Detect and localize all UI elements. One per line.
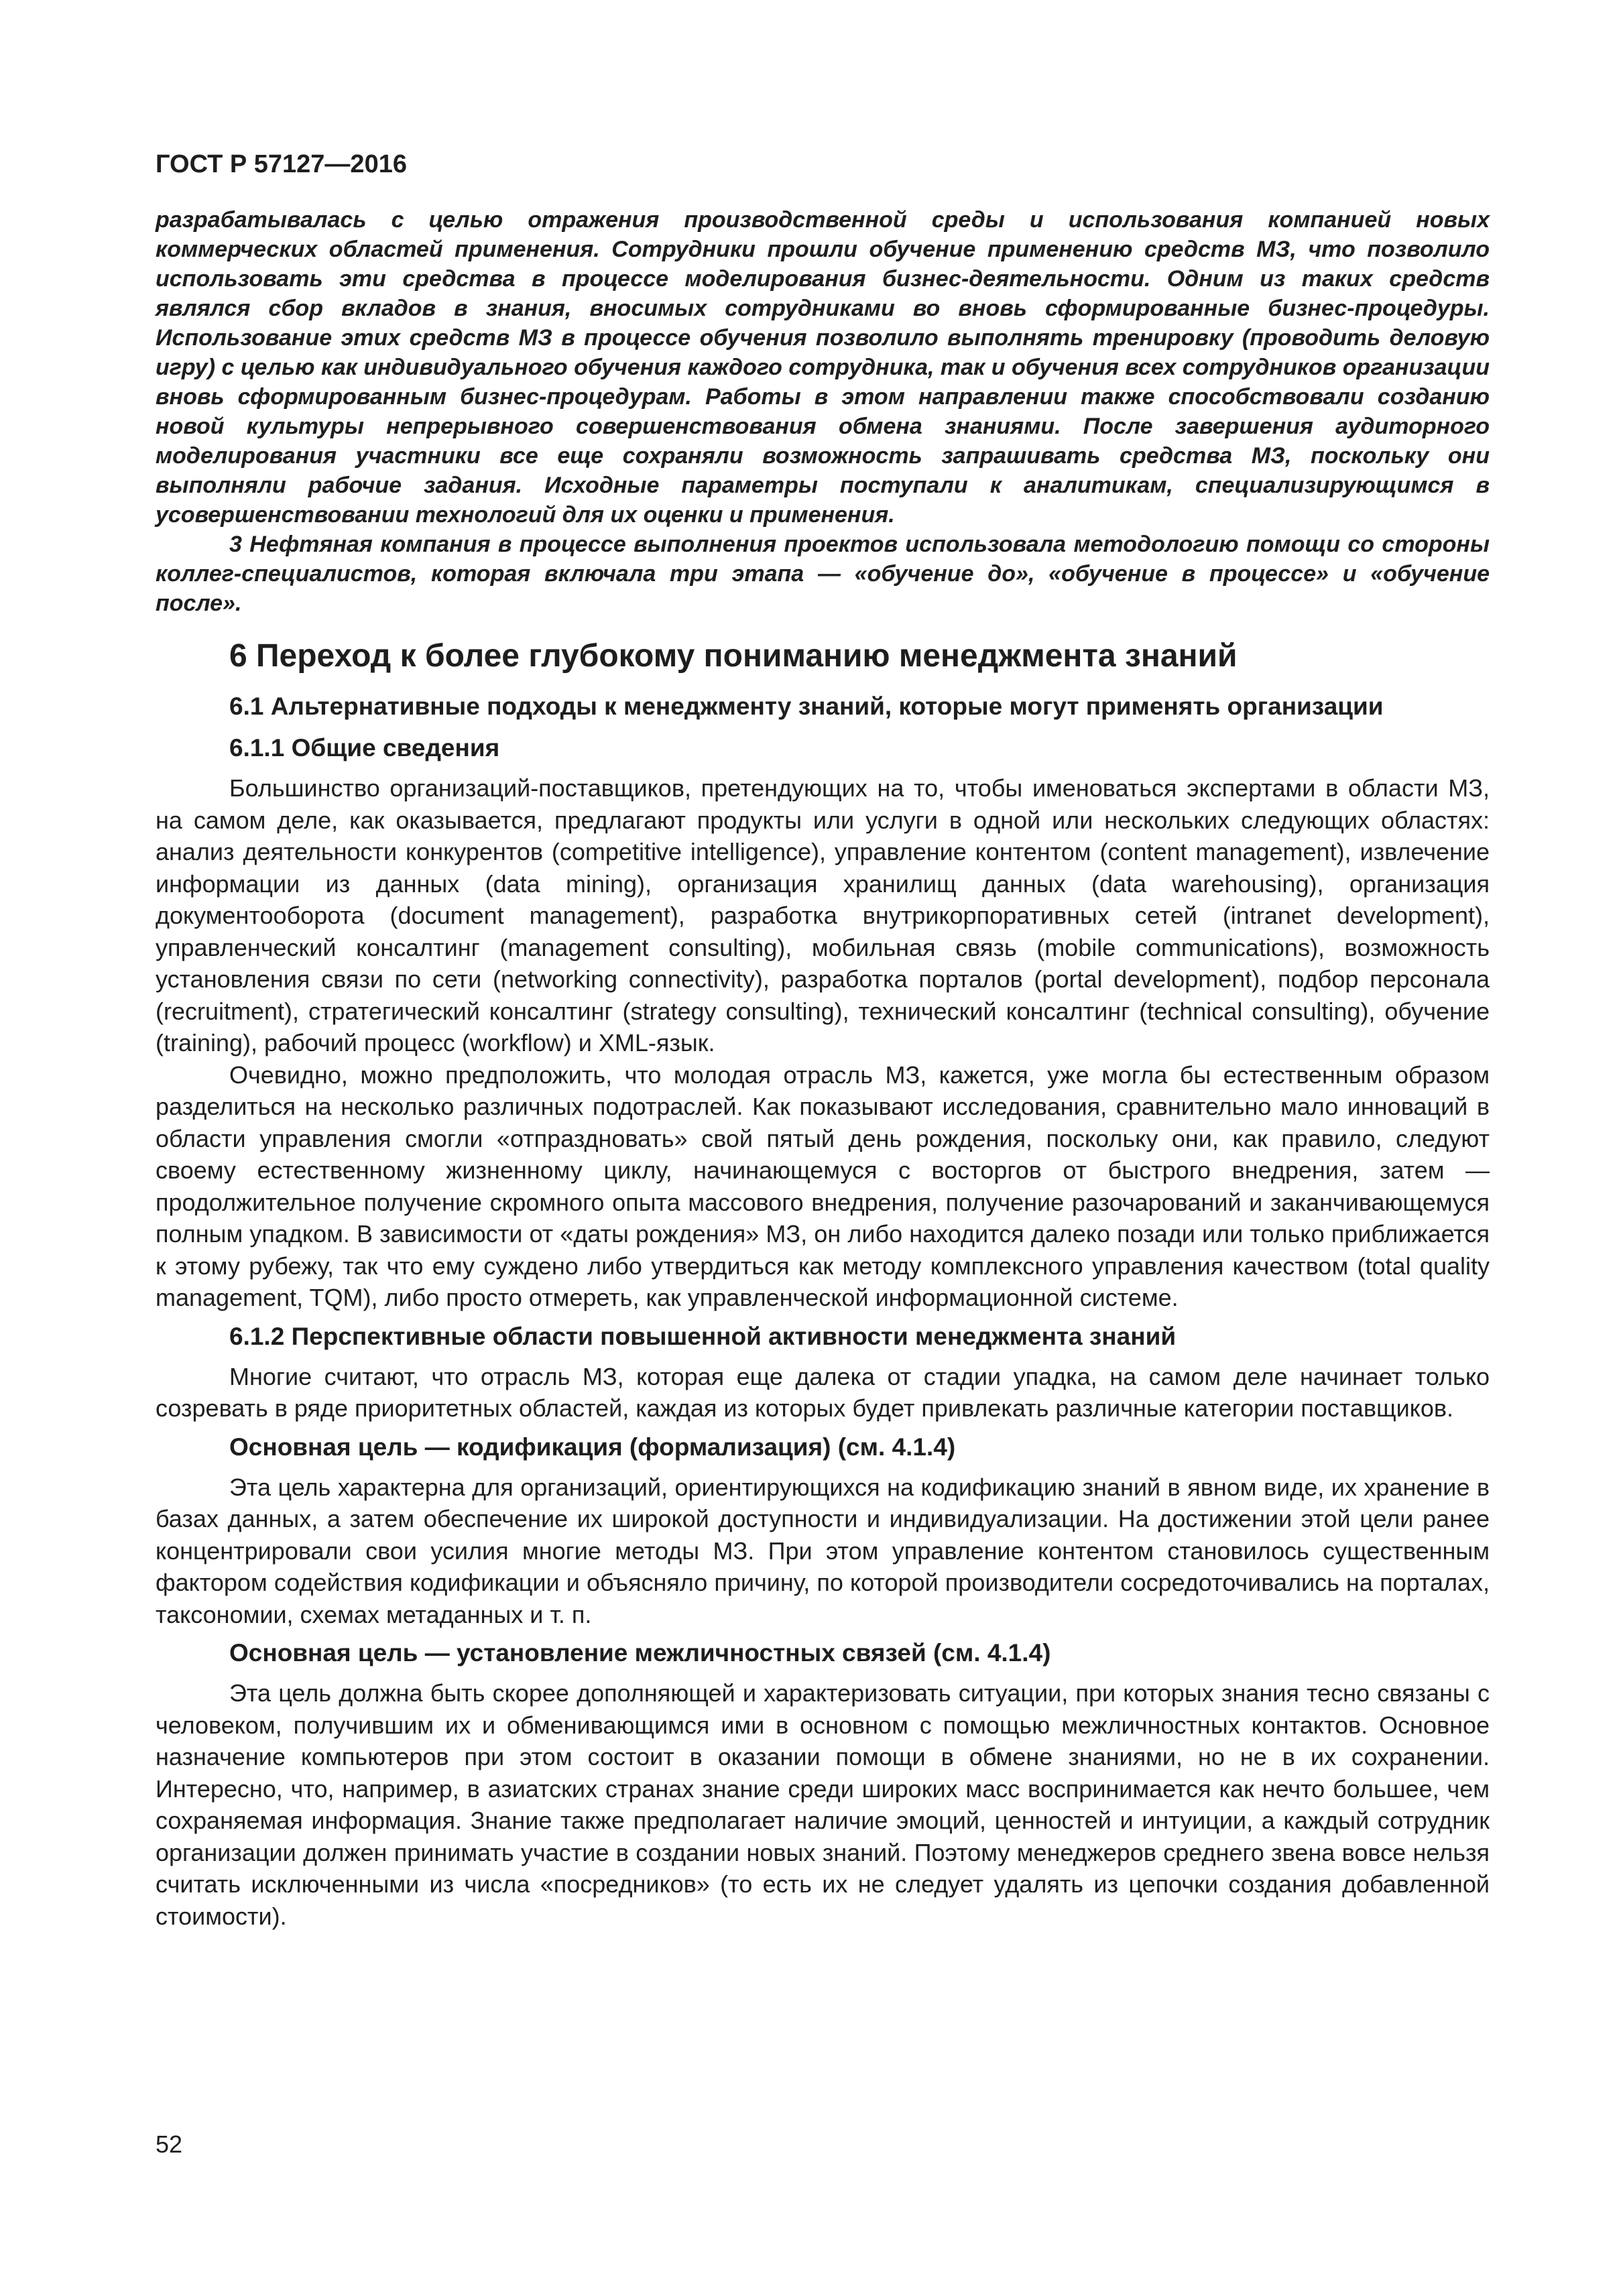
section-6-1-2-heading: 6.1.2 Перспективные области повышенной активности менеджмента знаний bbox=[229, 1322, 1177, 1350]
page-number: 52 bbox=[156, 2130, 183, 2158]
paragraph: Многие считают, что отрасль МЗ, которая еще далека от стадии упадка, на самом деле начинает только созревать в ряде приоритетных областей, каждая из которых будет привлекать различные категории поставщиков. bbox=[156, 1362, 1490, 1422]
note-2-continuation: разрабатывалась с целью отражения производственной среды и использования компанией новых коммерческих областей применения. Сотрудники прошли обучение применению средств МЗ, что позволило использовать эти средства в процессе моделирования бизнес-деятельности. Одним из таких средств являлся сбор вкладов в знания, вносимых сотрудниками во вновь сформированные бизнес-процедуры. Использование этих средств МЗ в процессе обучения позволило выполнять тренировку (проводить деловую игру) с целью как индивидуального обучения каждого сотрудника, так и обучения всех сотрудников организации вновь сформированным бизнес-процедурам. Работы в этом направлении также способствовали созданию новой культуры непрерывного совершенствования обмена знаниями. После завершения аудиторного моделирования участники все еще сохраняли возможность запрашивать средства МЗ, поскольку они выполняли рабочие задания. Исходные параметры поступали к аналитикам, специализирующимся в усовершенствовании технологий для их оценки и применения. bbox=[156, 207, 1490, 528]
goal-codification-body bbox=[156, 1471, 1490, 1631]
notes-block bbox=[156, 205, 1490, 618]
section-6-1-2-body bbox=[156, 1361, 1490, 1425]
goal-personalization-body bbox=[156, 1677, 1490, 1932]
paragraph: Большинство организаций-поставщиков, претендующих на то, чтобы именоваться экспертами в области МЗ, на самом деле, как оказывается, предлагают продукты или услуги в одной или нескольких следующих областях: анализ деятельности конкурентов (competitive intelligence), управление контентом (content management), извлечение информации из данных (data mining), организация хранилищ данных (data warehousing), организация документооборота (document management), разработка внутрикорпоративных сетей (intranet development), управленческий консалтинг (management consulting), мобильная связь (mobile communications), возможность установления связи по сети (networking connectivity), разработка порталов (portal development), подбор персонала (recruitment), стратегический консалтинг (strategy consulting), технический консалтинг (technical consulting), обучение (training), рабочий процесс (workflow) и XML-язык. bbox=[156, 774, 1490, 1056]
section-6-1-1-heading: 6.1.1 Общие сведения bbox=[229, 734, 500, 762]
section-6-1-1-body bbox=[156, 772, 1490, 1314]
paragraph: Эта цель характерна для организаций, ориентирующихся на кодификацию знаний в явном виде, их хранение в базах данных, а затем обеспечение их широкой доступности и индивидуализации. На достижении этой цели ранее концентрировали свои усилия многие методы МЗ. При этом управление контентом становилось существенным фактором содействия кодификации и объясняло причину, по которой производители сосредоточивались на порталах, таксономии, схемах метаданных и т. п. bbox=[156, 1473, 1490, 1628]
standard-designation: ГОСТ Р 57127—2016 bbox=[156, 150, 407, 178]
document-page bbox=[156, 147, 1490, 1932]
section-6-heading: 6 Переход к более глубокому пониманию менеджмента знаний bbox=[229, 638, 1238, 674]
goal-codification-heading: Основная цель — кодификация (формализация) (см. 4.1.4) bbox=[229, 1433, 956, 1461]
paragraph: Очевидно, можно предположить, что молодая отрасль МЗ, кажется, уже могла бы естественным образом разделиться на несколько различных подотраслей. Как показывают исследования, сравнительно мало инноваций в области управления смогли «отпраздновать» свой пятый день рождения, поскольку они, как правило, следуют своему естественному жизненному циклу, начинающемуся с восторгов от быстрого внедрения, затем — продолжительное получение скромного опыта массового внедрения, получение разочарований и заканчивающемуся полным упадком. В зависимости от «даты рождения» МЗ, он либо находится далеко позади или только приближается к этому рубежу, так что ему суждено либо утвердиться как методу комплексного управления качеством (total quality management, TQM), либо просто отмереть, как управленческой информационной системе. bbox=[156, 1061, 1490, 1311]
paragraph: Эта цель должна быть скорее дополняющей и характеризовать ситуации, при которых знания тесно связаны с человеком, получившим их и обменивающимся ими в основном с помощью межличностных контактов. Основное назначение компьютеров при этом состоит в оказании помощи в обмене знаниями, но не в их сохранении. Интересно, что, например, в азиатских странах знание среди широких масс воспринимается как нечто большее, чем сохраняемая информация. Знание также предполагает наличие эмоций, ценностей и интуиции, а каждый сотрудник организации должен принимать участие в создании новых знаний. Поэтому менеджеров среднего звена вовсе нельзя считать исключенными из числа «посредников» (то есть их не следует удалять из цепочки создания добавленной стоимости). bbox=[156, 1679, 1490, 1930]
note-3: 3 Нефтяная компания в процессе выполнения проектов использовала методологию помощи со стороны коллег-специалистов, которая включала три этапа — «обучение до», «обучение в процессе» и «обучение после». bbox=[156, 532, 1490, 616]
section-6-1-heading: 6.1 Альтернативные подходы к менеджменту знаний, которые могут применять организации bbox=[229, 692, 1384, 720]
goal-personalization-heading: Основная цель — установление межличностных связей (см. 4.1.4) bbox=[229, 1639, 1051, 1667]
